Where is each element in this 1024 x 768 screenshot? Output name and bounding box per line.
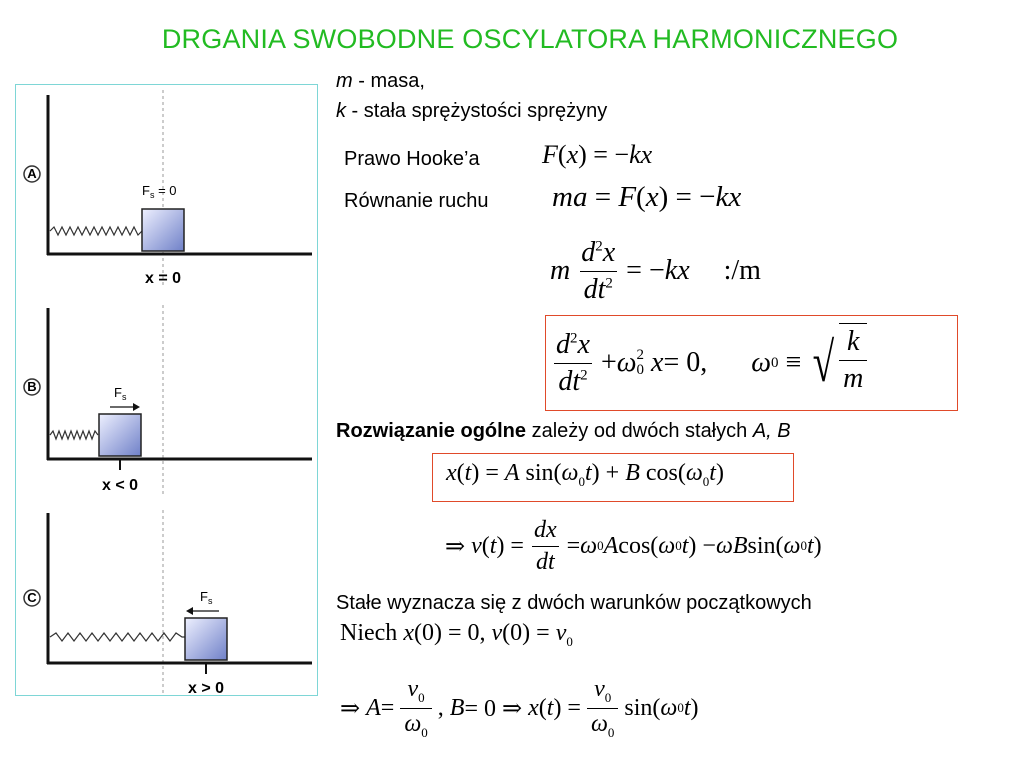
motion-equation-label: Równanie ruchu xyxy=(344,190,489,212)
general-solution-formula: x(t) = A $\sin(\omega_0t) + B$ $\cos(\omega_0t)$ xyxy=(446,460,724,489)
diagram-panel-c xyxy=(16,505,316,695)
initial-conditions-text: Stałe wyznacza się z dwóch warunków początkowych xyxy=(336,592,812,614)
hooke-law-formula: F(x) = −kx xyxy=(542,140,653,169)
svg-text:Fs = 0: $F_s = 0$ xyxy=(142,183,177,200)
motion-equation-formula: ma = F(x) = −kx xyxy=(552,181,742,213)
general-solution-text: Rozwiązanie ogólne zależy od dwóch stałych A, B xyxy=(336,420,791,442)
velocity-formula: ⇒ v ( t ) = $\frac{dx}{dt}$ = ω 0 A cos( ω 0 t ) − ωB sin( ω 0 t ) xyxy=(445,516,822,575)
hooke-law-label: Prawo Hooke’a xyxy=(344,148,480,170)
newton-equation: m $\frac{d^2x}{dt^2}$ = − kx :/m xyxy=(550,236,761,305)
spring-b xyxy=(50,431,98,439)
divide-by-m: :/m xyxy=(723,255,761,286)
svg-text:Fs: $F_s$ xyxy=(200,589,213,606)
mass-block-c xyxy=(185,618,227,660)
oscillator-equation: $\frac{d^2x}{dt^2}$ + ω 2 0 x = 0, ω 0 ≡ √ $\frac{k}{m}$ xyxy=(552,320,867,406)
spring-c xyxy=(50,633,185,641)
definition-mass: m - masa, xyxy=(336,70,425,92)
svg-text:B: B xyxy=(27,379,37,394)
final-solution-formula: ⇒ A = $\frac{v_0}{\omega_0}$ , B = 0 ⇒ x ( t ) = $\frac{v_0}{\omega_0}$ sin( ω 0 t ) xyxy=(340,675,699,740)
svg-text:Fs: $F_s$ xyxy=(114,385,127,402)
diagram-panel-a xyxy=(16,85,316,290)
position-label-c: x > 0 xyxy=(187,680,225,695)
diagram-panel-b xyxy=(16,300,316,500)
definition-spring-constant: k - stała sprężystości sprężyny xyxy=(336,100,608,122)
slide-title: DRGANIA SWOBODNE OSCYLATORA HARMONICZNEGO xyxy=(161,24,899,54)
position-label-b: x < 0 xyxy=(101,477,139,494)
mass-block-b xyxy=(99,414,141,456)
panel-marker-a-text: A xyxy=(27,166,37,181)
mass-block-a xyxy=(142,209,184,251)
spring-a xyxy=(50,227,142,235)
initial-conditions-formula: Niech x(0) = 0, $v(0) = v_0$ xyxy=(340,620,573,649)
position-label-a: x = 0 xyxy=(144,270,182,287)
spring-diagram-frame xyxy=(15,84,318,696)
svg-text:C: C xyxy=(27,590,37,605)
